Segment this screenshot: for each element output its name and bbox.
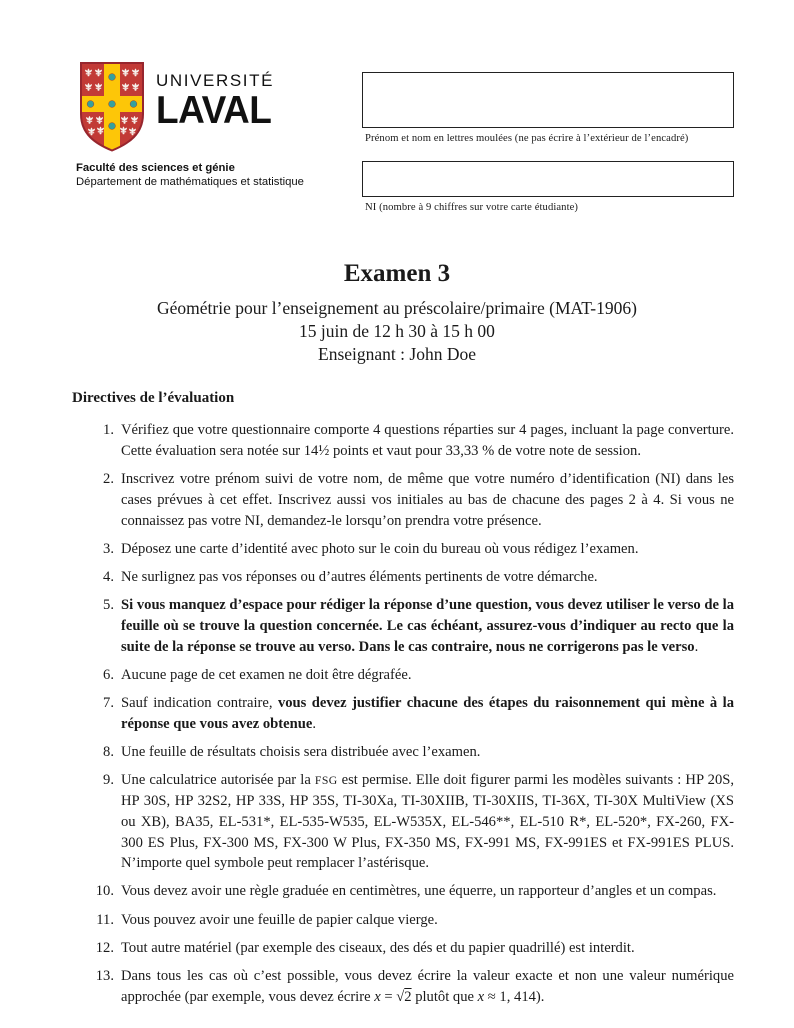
instructor-line: Enseignant : John Doe: [318, 344, 476, 365]
directive-item: [60, 770, 734, 874]
department-name: Département de mathématiques et statistique: [76, 175, 304, 188]
directive-text: Une feuille de résultats choisis sera distribuée avec l’examen.: [121, 744, 481, 761]
directive-item: [60, 881, 734, 902]
directive-item: [60, 966, 734, 1007]
directive-number: 9.: [103, 772, 114, 789]
directive-number: 10.: [95, 883, 114, 900]
directive-number: 2.: [103, 471, 114, 488]
university-logo-block: [76, 60, 304, 190]
ni-field-group: [362, 161, 734, 213]
directives-list: [60, 420, 734, 1007]
directive-item: [60, 742, 734, 763]
directives-section: [60, 390, 734, 1007]
directive-item: [60, 595, 734, 657]
directive-number: 8.: [103, 744, 114, 761]
directive-text: Déposez une carte d’identité avec photo sur le coin du bureau où vous rédigez l’examen.: [121, 540, 639, 557]
wordmark-laval: LAVAL: [156, 88, 272, 132]
course-title: Géométrie pour l’enseignement au préscolaire/primaire (MAT-1906): [157, 298, 637, 318]
university-wordmark: [156, 60, 275, 132]
directive-item: [60, 539, 734, 560]
directive-number: 5.: [103, 597, 114, 614]
directive-text: Sauf indication contraire, vous devez justifier chacune des étapes du raisonnement qui mène à la réponse que vous avez obtenue.: [121, 695, 735, 732]
name-box-label: Prénom et nom en lettres moulées (ne pas écrire à l’extérieur de l’encadré): [365, 133, 689, 144]
laval-shield-icon: [76, 60, 148, 152]
directive-number: 1.: [103, 422, 114, 439]
directive-item: [60, 910, 734, 931]
directive-text: Si vous manquez d’espace pour rédiger la réponse d’une question, vous devez utiliser le verso de la feuille où se trouve la question concernée. Le cas échéant, assurez-vous d’indiquer au recto que la suite de la réponse se trouve au verso. Dans le cas contraire, nous ne corrigerons pas le verso.: [121, 597, 734, 655]
ni-box: [362, 161, 734, 197]
directive-item: [60, 693, 734, 734]
directive-number: 11.: [96, 911, 114, 928]
directive-text: Dans tous les cas où c’est possible, vous devez écrire la valeur exacte et non une valeur numérique approchée (par exemple, vous devez écrire x = √2 plutôt que x ≈ 1, 414).: [121, 968, 734, 1005]
ni-box-label: NI (nombre à 9 chiffres sur votre carte étudiante): [365, 202, 579, 213]
page-header: [60, 60, 734, 213]
directive-item: [60, 938, 734, 959]
directive-text: Aucune page de cet examen ne doit être dégrafée.: [121, 666, 412, 683]
exam-title: Examen 3: [343, 260, 451, 287]
id-fields: [362, 72, 734, 213]
directive-item: [60, 665, 734, 686]
directive-text: Vérifiez que votre questionnaire comporte 4 questions réparties sur 4 pages, incluant la page converture. Cette évaluation sera notée sur 14½ points et vaut pour 33,33 % de votre note de session.: [121, 422, 734, 459]
title-block: [60, 257, 734, 366]
faculty-name: Faculté des sciences et génie: [76, 162, 235, 174]
directive-text: Vous devez avoir une règle graduée en centimètres, une équerre, un rapporteur d’angles et un compas.: [121, 883, 717, 900]
name-field-group: [362, 72, 734, 144]
directive-text: Tout autre matériel (par exemple des ciseaux, des dés et du papier quadrillé) est interdit.: [121, 939, 635, 956]
directive-number: 3.: [103, 540, 114, 557]
directive-item: [60, 469, 734, 531]
directive-number: 7.: [103, 695, 114, 712]
directive-number: 4.: [103, 569, 114, 586]
directive-item: [60, 420, 734, 461]
directive-number: 6.: [103, 666, 114, 683]
directive-number: 12.: [95, 939, 114, 956]
wordmark-universite: UNIVERSITÉ: [156, 71, 275, 90]
directive-text: Ne surlignez pas vos réponses ou d’autres éléments pertinents de votre démarche.: [121, 569, 598, 586]
directive-item: [60, 567, 734, 588]
directives-heading: Directives de l’évaluation: [72, 390, 235, 407]
directive-text: Inscrivez votre prénom suivi de votre nom, de même que votre numéro d’identification (NI) dans les cases prévues à cet effet. Inscrivez aussi vos initiales au bas de chacune des pages 2 à 4. Si vous ne connaissez pas votre NI, demandez-le lorsqu’on prendra votre présence.: [121, 471, 734, 529]
sqrt-expression: √2: [396, 988, 412, 1005]
directive-text: Une calculatrice autorisée par la FSG est permise. Elle doit figurer parmi les modèles suivants : HP 20S, HP 30S, HP 32S2, HP 33S, HP 35S, TI-30Xa, TI-30XIIB, TI-30XIIS, TI-36X, TI-30X MultiView (XS ou XB), BA35, EL-531*, EL-535-W535, EL-W535X, EL-546**, EL-510 R*, EL-520*, FX-260, FX-300 ES Plus, FX-300 MS, FX-300 W Plus, FX-350 MS, FX-991 MS, FX-991ES et FX-991ES PLUS. N’importe quel symbole peut remplacer l’astérisque.: [121, 772, 735, 872]
directive-text: Vous pouvez avoir une feuille de papier calque vierge.: [121, 911, 438, 928]
name-box: [362, 72, 734, 128]
directive-number: 13.: [95, 968, 114, 985]
exam-datetime: 15 juin de 12 h 30 à 15 h 00: [299, 321, 495, 342]
